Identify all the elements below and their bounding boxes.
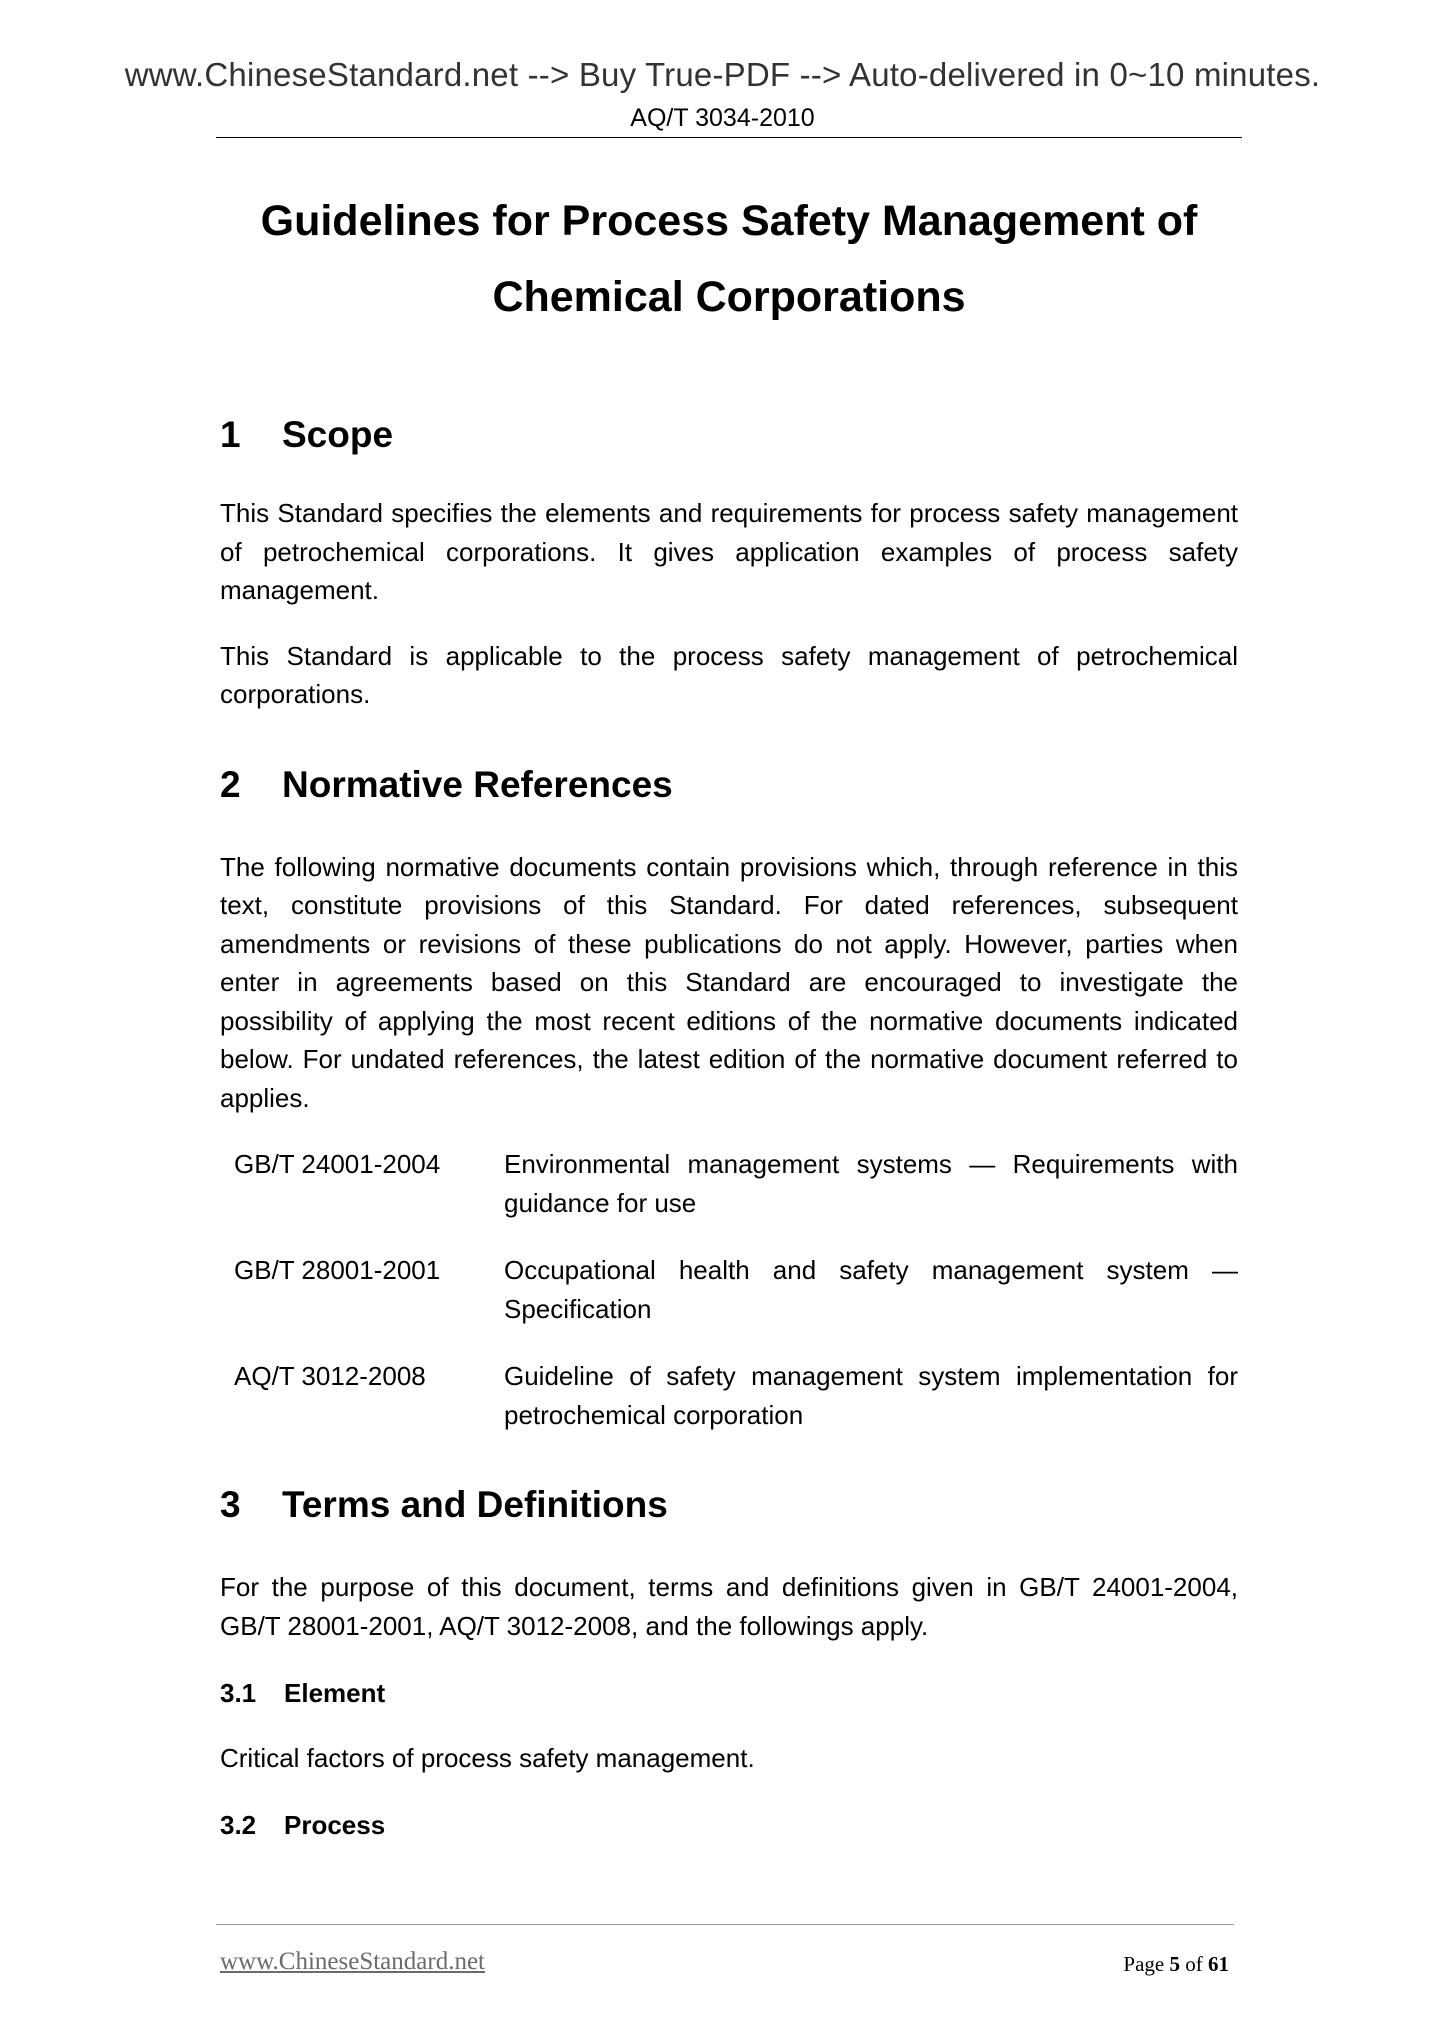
terms-paragraph: For the purpose of this document, terms and definitions given in GB/T 24001-2004, GB/T 28001-2001, AQ/T 3012-2008, and the followings apply. xyxy=(220,1572,1238,1641)
page-prefix: Page xyxy=(1123,1952,1165,1976)
reference-title: Environmental management systems — Requirements with guidance for use xyxy=(504,1149,1238,1218)
subsection-heading-element xyxy=(220,1673,1238,1713)
section-title: Normative References xyxy=(282,763,673,805)
reference-title: Occupational health and safety management system — Specification xyxy=(504,1255,1238,1324)
footer-divider xyxy=(216,1924,1234,1925)
reference-item xyxy=(220,1357,1238,1434)
section-number: 3 xyxy=(220,1484,241,1525)
section-heading-normative-references xyxy=(220,750,1238,820)
document-body xyxy=(220,400,1238,1846)
section-title: Terms and Definitions xyxy=(282,1484,668,1525)
section-number: 2 xyxy=(220,763,241,805)
scope-paragraph-2: This Standard is applicable to the process safety management of petrochemical corporations. xyxy=(220,640,1238,709)
scope-paragraph-1: This Standard specifies the elements and requirements for process safety management of petrochemical corporations. It gives application examples of process safety management. xyxy=(220,498,1238,605)
document-title-line-1: Guidelines for Process Safety Management of xyxy=(260,197,1198,245)
subsection-heading-process xyxy=(220,1806,1238,1846)
page-indicator xyxy=(1123,1952,1229,1977)
page-of: of xyxy=(1185,1952,1203,1976)
section-heading-terms-and-definitions xyxy=(220,1470,1238,1540)
subsection-title: Element xyxy=(284,1677,386,1708)
normative-paragraph: The following normative documents contain provisions which, through reference in this text, constitute provisions of this Standard. For dated references, subsequent amendments or revisions of these publications do not apply. However, parties when enter in agreements based on this Standard are encouraged to investigate the possibility of applying the most recent editions of the normative documents indicated below. For undated references, the latest edition of the normative document referred to applies. xyxy=(220,851,1238,1113)
section-number: 1 xyxy=(220,414,241,455)
subsection-number: 3.1 xyxy=(220,1677,257,1708)
subsection-title: Process xyxy=(284,1810,386,1840)
subsection-number: 3.2 xyxy=(220,1810,257,1840)
footer-site-link[interactable]: www.ChineseStandard.net xyxy=(220,1948,485,1975)
section-heading-scope xyxy=(220,400,1238,470)
reference-item xyxy=(220,1145,1238,1222)
reference-code: GB/T 24001-2004 xyxy=(234,1149,441,1179)
header-divider xyxy=(216,137,1242,138)
reference-code: AQ/T 3012-2008 xyxy=(234,1361,426,1391)
document-title-line-2: Chemical Corporations xyxy=(492,273,966,321)
section-title: Scope xyxy=(282,414,394,455)
reference-title: Guideline of safety management system implementation for petrochemical corporation xyxy=(504,1361,1238,1430)
reference-code: GB/T 28001-2001 xyxy=(234,1255,441,1285)
document-title xyxy=(216,183,1242,335)
reference-list xyxy=(220,1145,1238,1434)
top-banner: www.ChineseStandard.net --> Buy True-PDF --> Auto-delivered in 0~10 minutes. xyxy=(124,56,1321,93)
document-code: AQ/T 3034-2010 xyxy=(630,104,815,132)
reference-item xyxy=(220,1251,1238,1328)
page-current: 5 xyxy=(1169,1952,1180,1976)
page-total: 61 xyxy=(1208,1952,1229,1976)
element-definition: Critical factors of process safety management. xyxy=(220,1743,755,1773)
